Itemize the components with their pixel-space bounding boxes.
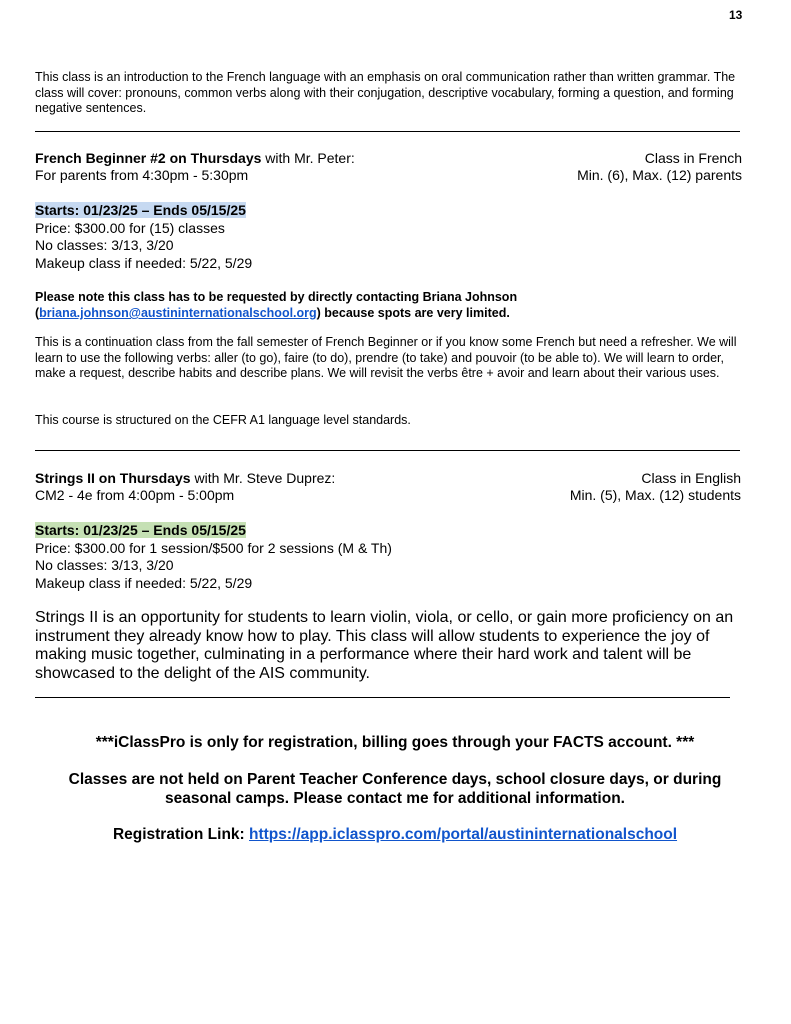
french-class-capacity: Min. (6), Max. (12) parents xyxy=(577,167,742,183)
registration-link[interactable]: https://app.iclasspro.com/portal/austininternationalschool xyxy=(249,826,678,843)
strings-class-title: Strings II on Thursdays xyxy=(35,470,191,486)
french-class-teacher: with Mr. Peter: xyxy=(261,150,355,166)
divider xyxy=(35,131,740,132)
strings-class-no-classes: No classes: 3/13, 3/20 xyxy=(35,557,174,573)
french-class-header xyxy=(35,150,742,167)
french-class-audience-time: For parents from 4:30pm - 5:30pm xyxy=(35,167,249,183)
strings-class-audience-time: CM2 - 4e from 4:00pm - 5:00pm xyxy=(35,487,235,503)
french-class-note-open: ( xyxy=(35,306,40,320)
french-class-note-close: ) because spots are very limited. xyxy=(316,306,510,320)
french-class-price: Price: $300.00 for (15) classes xyxy=(35,220,225,236)
strings-class-dates: Starts: 01/23/25 – Ends 05/15/25 xyxy=(35,522,246,538)
intro-paragraph: This class is an introduction to the French language with an emphasis on oral communication rather than written grammar. The class will cover: pronouns, common verbs along with their conjugation, descriptive vocabulary, forming a question, and forming negative sentences. xyxy=(35,70,736,115)
strings-class-header xyxy=(35,470,741,487)
french-class-dates-line xyxy=(35,202,246,219)
registration-label: Registration Link: xyxy=(112,826,250,843)
strings-class-dates-line xyxy=(35,522,246,539)
french-class-no-classes: No classes: 3/13, 3/20 xyxy=(35,237,174,253)
french-class-makeup: Makeup class if needed: 5/22, 5/29 xyxy=(35,255,253,271)
strings-class-description: Strings II is an opportunity for students to learn violin, viola, or cello, or gain more proficiency on an instrument they already know how to play. This class will allow students to experience the joy of making music together, culminating in a performance where their hard work and talent will be showcased to the delight of the AIS community. xyxy=(35,609,734,682)
french-class-time-row xyxy=(35,167,742,184)
billing-note: ***iClassPro is only for registration, billing goes through your FACTS account. *** xyxy=(95,734,695,751)
french-class-note xyxy=(35,289,747,321)
divider xyxy=(35,450,740,451)
strings-class-capacity: Min. (5), Max. (12) students xyxy=(569,487,741,503)
strings-class-price: Price: $300.00 for 1 session/$500 for 2 sessions (M & Th) xyxy=(35,540,392,556)
french-class-dates: Starts: 01/23/25 – Ends 05/15/25 xyxy=(35,202,246,218)
page-number: 13 xyxy=(729,8,743,22)
strings-class-teacher: with Mr. Steve Duprez: xyxy=(190,470,336,486)
strings-class-makeup: Makeup class if needed: 5/22, 5/29 xyxy=(35,575,253,591)
french-class-note-line1: Please note this class has to be requested by directly contacting Briana Johnson xyxy=(35,290,518,304)
strings-class-language: Class in English xyxy=(641,470,741,486)
french-class-language: Class in French xyxy=(644,150,742,166)
divider xyxy=(35,697,730,698)
french-class-title: French Beginner #2 on Thursdays xyxy=(35,150,262,166)
registration-line xyxy=(35,825,755,844)
closure-note: Classes are not held on Parent Teacher Conference days, school closure days, or during seasonal camps. Please contact me for additional information. xyxy=(68,771,722,807)
french-class-standards: This course is structured on the CEFR A1 language level standards. xyxy=(35,413,411,427)
contact-email-link[interactable]: briana.johnson@austininternationalschool.org xyxy=(39,306,317,320)
strings-class-time-row xyxy=(35,487,741,504)
french-class-description: This is a continuation class from the fall semester of French Beginner or if you know some French but need a refresher. We will learn to use the following verbs: aller (to go), faire (to do), prendre (to take) and pouvoir (to be able to). We will learn to order, make a request, describe habits and describe plans. We will revisit the verbs être + avoir and learn about their various uses. xyxy=(35,335,737,380)
